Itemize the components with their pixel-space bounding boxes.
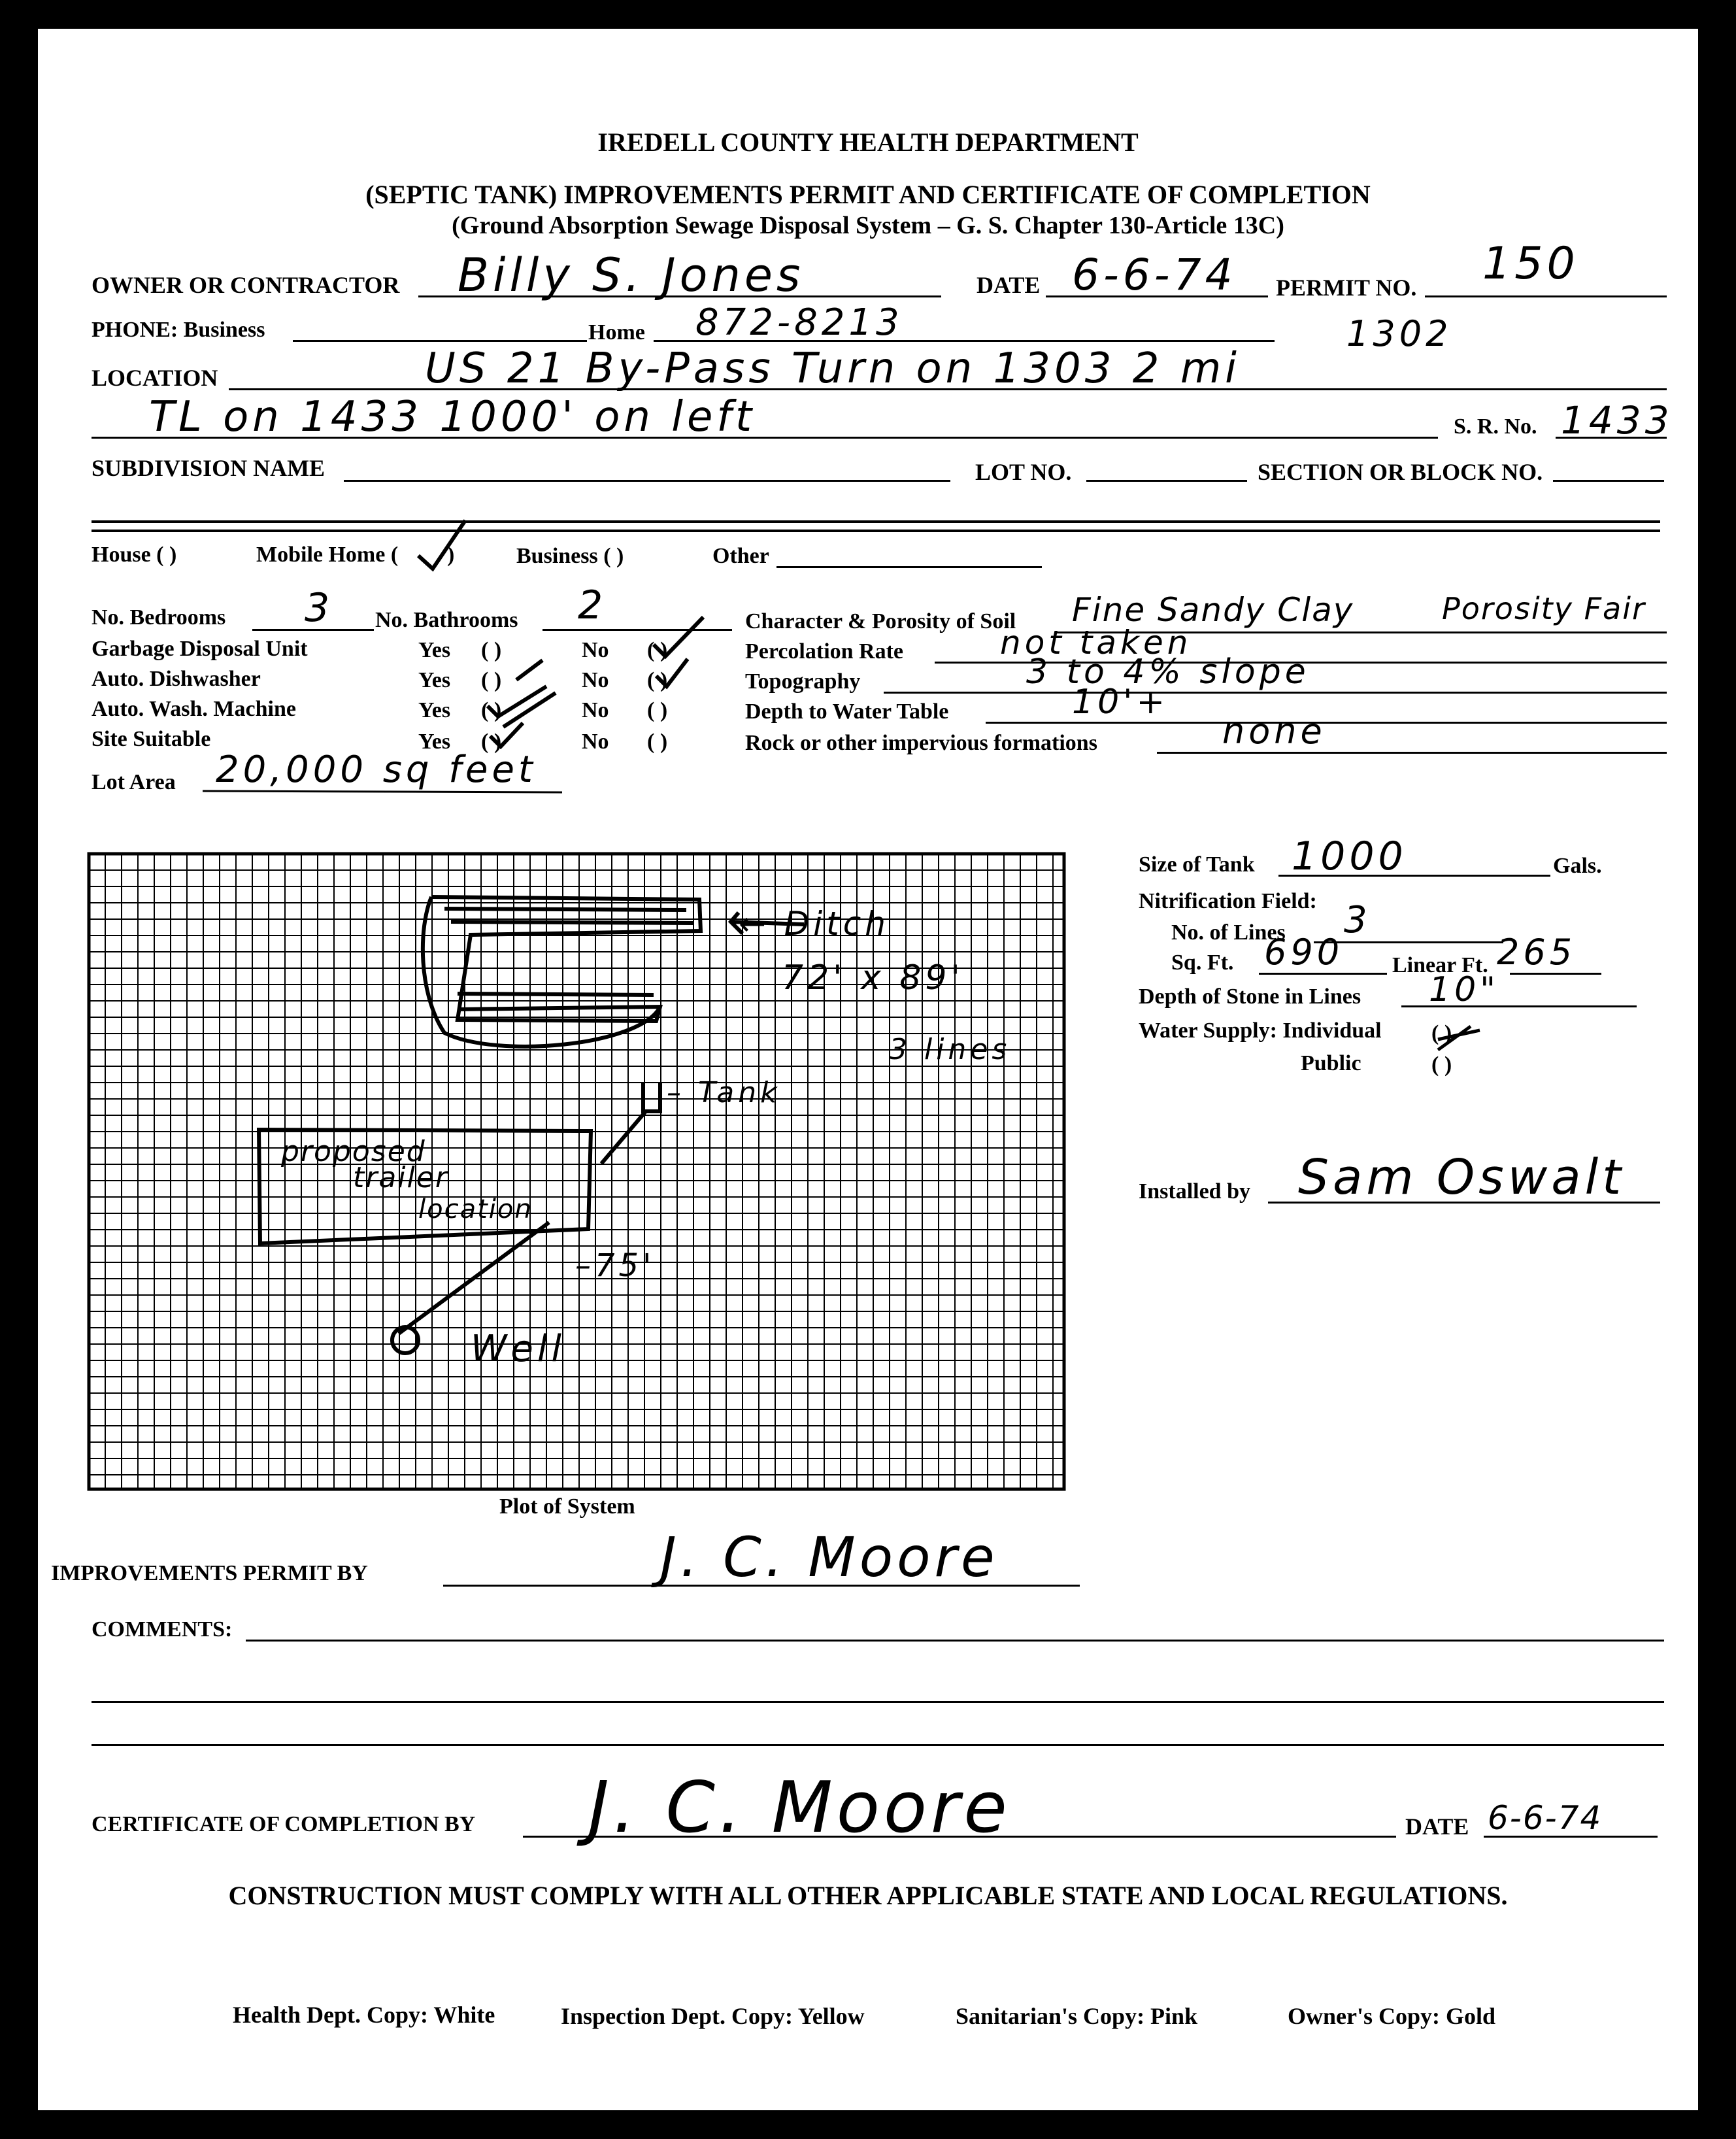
department-title: IREDELL COUNTY HEALTH DEPARTMENT	[597, 127, 1139, 157]
garbage-disposal-label: Garbage Disposal Unit	[92, 637, 308, 661]
other-option: Other	[712, 544, 769, 568]
certificate-signature: J. C. Moore	[588, 1767, 1011, 1849]
certificate-label: CERTIFICATE OF COMPLETION BY	[92, 1812, 476, 1836]
site-suitable-no-box: ( )	[647, 730, 668, 754]
wash-machine-yes-box: ( )	[481, 698, 502, 722]
site-suitable-label: Site Suitable	[92, 727, 211, 751]
water-table-value: 10'+	[1072, 682, 1169, 722]
phone-home-label: Home	[588, 320, 645, 345]
dishwasher-yes-label: Yes	[418, 668, 451, 692]
percolation-value: not taken	[1000, 624, 1192, 662]
wash-machine-yes-label: Yes	[418, 698, 451, 722]
date-value: 6-6-74	[1072, 250, 1237, 300]
location-line2-value: TL on 1433 1000' on left	[149, 393, 756, 441]
compliance-notice: CONSTRUCTION MUST COMPLY WITH ALL OTHER APPLICABLE STATE AND LOCAL REGULATIONS.	[228, 1881, 1508, 1910]
tank-size-value: 1000	[1292, 834, 1407, 879]
permit-label: PERMIT NO.	[1276, 275, 1417, 301]
installed-by-label: Installed by	[1139, 1179, 1250, 1204]
owner-label: OWNER OR CONTRACTOR	[92, 272, 400, 298]
certificate-date-value: 6-6-74	[1488, 1799, 1603, 1837]
topography-label: Topography	[745, 669, 861, 694]
stone-depth-value: 10"	[1429, 970, 1500, 1009]
site-suitable-no-label: No	[582, 730, 609, 754]
copy-owner: Owner's Copy: Gold	[1288, 2003, 1496, 2029]
plot-note-trailer-1: proposed	[281, 1135, 426, 1168]
plot-note-trailer-3: location	[418, 1194, 533, 1224]
installed-by-value: Sam Oswalt	[1298, 1149, 1626, 1205]
no-of-lines-value: 3	[1344, 899, 1371, 941]
plot-note-dims: 72' x 89'	[782, 958, 964, 998]
percolation-label: Percolation Rate	[745, 639, 904, 664]
other-line	[776, 566, 1042, 568]
form-title: (SEPTIC TANK) IMPROVEMENTS PERMIT AND CERTIFICATE OF COMPLETION	[365, 180, 1371, 209]
plot-note-lines: 3 lines	[889, 1033, 1011, 1066]
mobile-home-option: Mobile Home (	[256, 543, 399, 567]
comments-line-1	[246, 1640, 1664, 1642]
soil-character-value: Fine Sandy Clay	[1072, 591, 1354, 629]
no-of-lines-label: No. of Lines	[1171, 920, 1286, 945]
location-line1-value: US 21 By-Pass Turn on 1303 2 mi	[425, 345, 1241, 393]
linear-ft-line	[1510, 973, 1601, 975]
garbage-yes-label: Yes	[418, 638, 451, 662]
topography-value: 3 to 4% slope	[1026, 652, 1310, 692]
dishwasher-label: Auto. Dishwasher	[92, 667, 261, 691]
house-option: House ( )	[92, 543, 177, 567]
bathrooms-line	[542, 629, 732, 631]
phone-extra-value: 1302	[1346, 313, 1452, 354]
copy-sanitarian: Sanitarian's Copy: Pink	[956, 2003, 1198, 2029]
garbage-yes-box: ( )	[481, 638, 502, 662]
bedrooms-value: 3	[305, 585, 334, 631]
bedrooms-label: No. Bedrooms	[92, 605, 226, 630]
sr-value: 1433	[1561, 398, 1673, 443]
sqft-label: Sq. Ft.	[1171, 951, 1234, 975]
sr-label: S. R. No.	[1454, 414, 1537, 439]
soil-porosity-value: Porosity Fair	[1442, 591, 1646, 626]
copy-inspection: Inspection Dept. Copy: Yellow	[561, 2003, 865, 2029]
tank-size-label: Size of Tank	[1139, 852, 1255, 877]
comments-line-3	[92, 1744, 1664, 1746]
rock-value: none	[1222, 711, 1326, 752]
linear-ft-label: Linear Ft.	[1392, 953, 1488, 977]
water-individual-box: ( )	[1431, 1021, 1452, 1045]
phone-home-value: 872-8213	[695, 301, 903, 344]
sqft-value: 690	[1264, 932, 1344, 973]
garbage-no-label: No	[582, 638, 609, 662]
mobile-home-close: )	[447, 543, 455, 567]
certificate-date-label: DATE	[1405, 1813, 1469, 1840]
section-label: SECTION OR BLOCK NO.	[1258, 459, 1543, 485]
topography-line	[884, 692, 1667, 694]
subdivision-label: SUBDIVISION NAME	[92, 455, 326, 481]
wash-machine-no-box: ( )	[647, 698, 668, 722]
permit-line	[1425, 295, 1667, 297]
water-table-line	[986, 722, 1667, 724]
comments-label: COMMENTS:	[92, 1617, 233, 1642]
soil-character-label: Character & Porosity of Soil	[745, 609, 1016, 633]
phone-business-label: PHONE: Business	[92, 318, 265, 342]
plot-note-distance: –75'	[575, 1247, 656, 1284]
water-supply-public-label: Public	[1301, 1051, 1361, 1075]
sqft-line	[1259, 973, 1387, 975]
lot-area-value: 20,000 sq feet	[216, 749, 537, 791]
form-subtitle: (Ground Absorption Sewage Disposal System – G. S. Chapter 130-Article 13C)	[452, 212, 1284, 239]
dishwasher-yes-box: ( )	[481, 668, 502, 692]
wash-machine-no-label: No	[582, 698, 609, 722]
bathrooms-label: No. Bathrooms	[375, 608, 518, 632]
rock-label: Rock or other impervious formations	[745, 731, 1097, 755]
plot-note-trailer-2: trailer	[353, 1161, 448, 1194]
lot-no-line	[1086, 480, 1247, 482]
location-label: LOCATION	[92, 365, 218, 391]
owner-value: Billy S. Jones	[458, 248, 805, 302]
linear-ft-value: 265	[1497, 932, 1577, 973]
bathrooms-value: 2	[578, 582, 607, 628]
site-suitable-yes-label: Yes	[418, 730, 451, 754]
plot-note-well: Well	[471, 1328, 565, 1370]
business-line	[293, 340, 587, 342]
nitrification-field-label: Nitrification Field:	[1139, 889, 1317, 913]
subdivision-line	[344, 480, 950, 482]
plot-caption: Plot of System	[499, 1494, 635, 1519]
water-table-label: Depth to Water Table	[745, 699, 949, 724]
site-suitable-yes-box: ( )	[481, 730, 502, 754]
divider-top	[92, 520, 1660, 523]
lot-no-label: LOT NO.	[975, 459, 1072, 485]
permit-by-signature: J. C. Moore	[660, 1525, 999, 1589]
permit-by-label: IMPROVEMENTS PERMIT BY	[51, 1561, 368, 1585]
permit-value: 150	[1482, 238, 1579, 290]
tank-gals-label: Gals.	[1553, 854, 1602, 878]
wash-machine-label: Auto. Wash. Machine	[92, 697, 296, 721]
plot-note-ditch: ← Ditch	[739, 905, 890, 943]
water-public-box: ( )	[1431, 1053, 1452, 1077]
stone-depth-label: Depth of Stone in Lines	[1139, 985, 1361, 1009]
lot-area-label: Lot Area	[92, 770, 176, 794]
dishwasher-no-label: No	[582, 668, 609, 692]
copy-health: Health Dept. Copy: White	[233, 2002, 495, 2028]
comments-line-2	[92, 1701, 1664, 1703]
rock-line	[1157, 752, 1667, 754]
plot-note-tank: – Tank	[667, 1076, 781, 1109]
date-label: DATE	[976, 272, 1041, 298]
business-option: Business ( )	[516, 544, 624, 568]
section-line	[1553, 480, 1664, 482]
dishwasher-no-box: ( )	[647, 668, 668, 692]
garbage-no-box: ( )	[647, 638, 668, 662]
divider-bottom	[92, 530, 1660, 532]
water-supply-individual-label: Water Supply: Individual	[1139, 1019, 1382, 1043]
